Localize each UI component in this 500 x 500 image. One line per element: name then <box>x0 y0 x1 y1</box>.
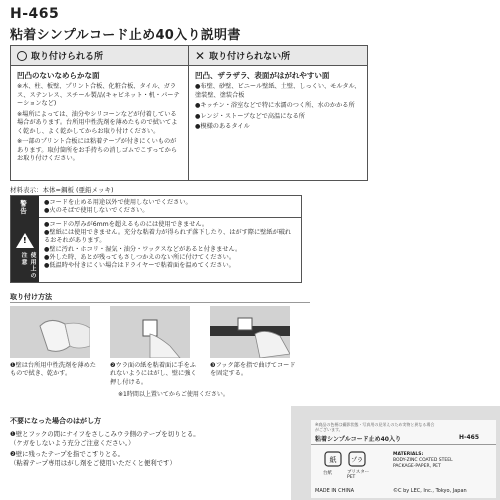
list-item: ※場所によっては、油分やシリコーンなどが付着している場合があります。台所用中性洗剤を薄めたもので拭いてよく乾かし、よく乾かしてからお取り付けください。 <box>17 110 178 135</box>
list-item: ●模様のあるタイル <box>195 123 250 130</box>
list-item: ●コードの厚みが6mmを超えるものには使用できません。 <box>44 221 209 228</box>
package-card <box>311 420 496 498</box>
package-code: H-465 <box>459 434 480 441</box>
materials-line1: BODY-ZINC COATED STEEL <box>393 458 453 463</box>
list-item: ●壁紙には使用できません。充分な粘着力が得られず落下したり、はがす際に壁紙が破れるおそれがあります。 <box>44 229 292 245</box>
step3-photo <box>210 306 290 358</box>
cannot-attach-subheading: 凹凸、ザラザラ、表面がはがれやすい面 <box>195 71 330 80</box>
warning-box <box>10 195 302 283</box>
list-item: ※木、柱、板壁、プリント合板、化粧合板、タイル、ガラス、ステンレス、スチール製品(キャビネット・机・パーテーションなど) <box>17 83 180 107</box>
can-attach-list <box>11 83 188 164</box>
removal-heading: 不要になった場合のはがし方 <box>10 417 101 425</box>
materials-title: MATERIALS: <box>393 452 424 457</box>
list-item: ●コードを止める用途以外で使用しないでください。 <box>44 199 192 206</box>
divider <box>10 302 310 303</box>
package-label <box>291 406 500 500</box>
paper-recycle-icon <box>323 450 343 468</box>
plastic-recycle-icon <box>347 450 367 468</box>
package-product-name: 粘着シンプルコード止め40入り <box>315 436 401 443</box>
step3-text: ❸フック部を指で曲げてコードを固定する。 <box>210 362 296 378</box>
removal-line: （粘着テープ専用はがし剤をご使用いただくと便利です） <box>10 459 176 467</box>
list-item: ●キッチン・浴室などで特に水濡のつく所、水のかかる所 <box>195 102 355 109</box>
circle-ok-icon <box>17 51 27 61</box>
warning-sidebar <box>11 196 39 282</box>
recycle-pet-label: ブリスター PET <box>347 470 370 480</box>
step1-photo <box>10 306 90 358</box>
cannot-attach-heading: 取り付けられない所 <box>209 52 291 62</box>
list-item: ●壁に汚れ・ホコリ・湿気・油分・ワックスなどがあると付きません。 <box>44 245 242 253</box>
material-label: 材料表示：本体=鋼板 (亜鉛メッキ) <box>10 186 114 194</box>
can-attach-heading: 取り付けられる所 <box>31 52 104 62</box>
hand-wiping-icon <box>10 306 90 358</box>
model-number: H-465 <box>10 6 60 22</box>
warning-list <box>39 196 301 218</box>
list-item: ●火のそばで使用しないでください。 <box>44 207 149 215</box>
cannot-attach-header <box>189 46 367 66</box>
can-attach-column <box>11 46 189 180</box>
warning-triangle-icon: ! <box>16 233 34 248</box>
step1-text: ❶壁は台所用中性洗剤を薄めたもので拭き、乾かす。 <box>10 362 96 378</box>
package-small-note: ※商品の色柄は撮影状態・写真用の見栄えのため実物と異なる場合がございます。 <box>315 422 435 432</box>
attach-info-box <box>10 45 368 181</box>
caution-list <box>39 218 301 273</box>
hand-pressing-icon <box>110 306 190 358</box>
list-item: ●布壁、砂壁、ビニール壁紙、土壁、しっくい、モルタル、塗装壁、塗装合板 <box>195 83 361 99</box>
hook-bending-icon <box>210 306 290 358</box>
step2-text: ❷ウラ面の紙を粘着面に手をふれないようにはがし、壁に強く押し付ける。 <box>110 362 197 386</box>
cannot-attach-list <box>189 83 367 132</box>
svg-text:プラ: プラ <box>350 457 364 464</box>
divider <box>311 444 496 445</box>
removal-line: ❶壁とフックの間にナイフをさしこみウラ側のテープを切りとる。 <box>10 430 200 438</box>
cannot-attach-column <box>189 46 367 180</box>
step2-photo <box>110 306 190 358</box>
company-label: ©C by LEC, Inc., Tokyo, Japan <box>393 488 467 494</box>
step-note: ※1時間以上置いてからご使用ください。 <box>118 391 229 398</box>
can-attach-header <box>11 46 188 66</box>
warning-label: 警告 <box>19 200 27 215</box>
list-item: ●低温時や付きにくい場合はドライヤーで粘着面を温めてください。 <box>44 262 235 270</box>
list-item: ●外した時、あとが残ってもさしつかえのない所に付けてください。 <box>44 253 236 261</box>
svg-text:紙: 紙 <box>329 456 337 464</box>
recycle-paper-label: 台紙 <box>323 471 332 476</box>
origin-label: MADE IN CHINA <box>315 488 355 494</box>
warning-content <box>39 196 301 282</box>
materials-line2: PACKAGE-PAPER, PET <box>393 464 441 469</box>
document-title: 粘着シンプルコード止め40入り説明書 <box>10 28 241 43</box>
cross-icon: ✕ <box>195 48 206 63</box>
can-attach-subheading: 凹凸のないなめらかな面 <box>17 71 100 80</box>
list-item: ※一部のプリント合板には粘着テープが付きにくいものがあります。取付箇所をお手持ちの消しゴムでこすってからお取り付けください。 <box>17 138 178 162</box>
removal-line: ❷壁に残ったテープを指でこすりとる。 <box>10 450 125 458</box>
how-to-heading: 取り付け方法 <box>10 293 52 301</box>
list-item: ●レンジ・ストーブなどで高温になる所 <box>195 112 305 120</box>
caution-label: 使用上の注意 <box>20 252 35 280</box>
removal-line: （ケガをしないよう充分ご注意ください。） <box>10 439 135 447</box>
